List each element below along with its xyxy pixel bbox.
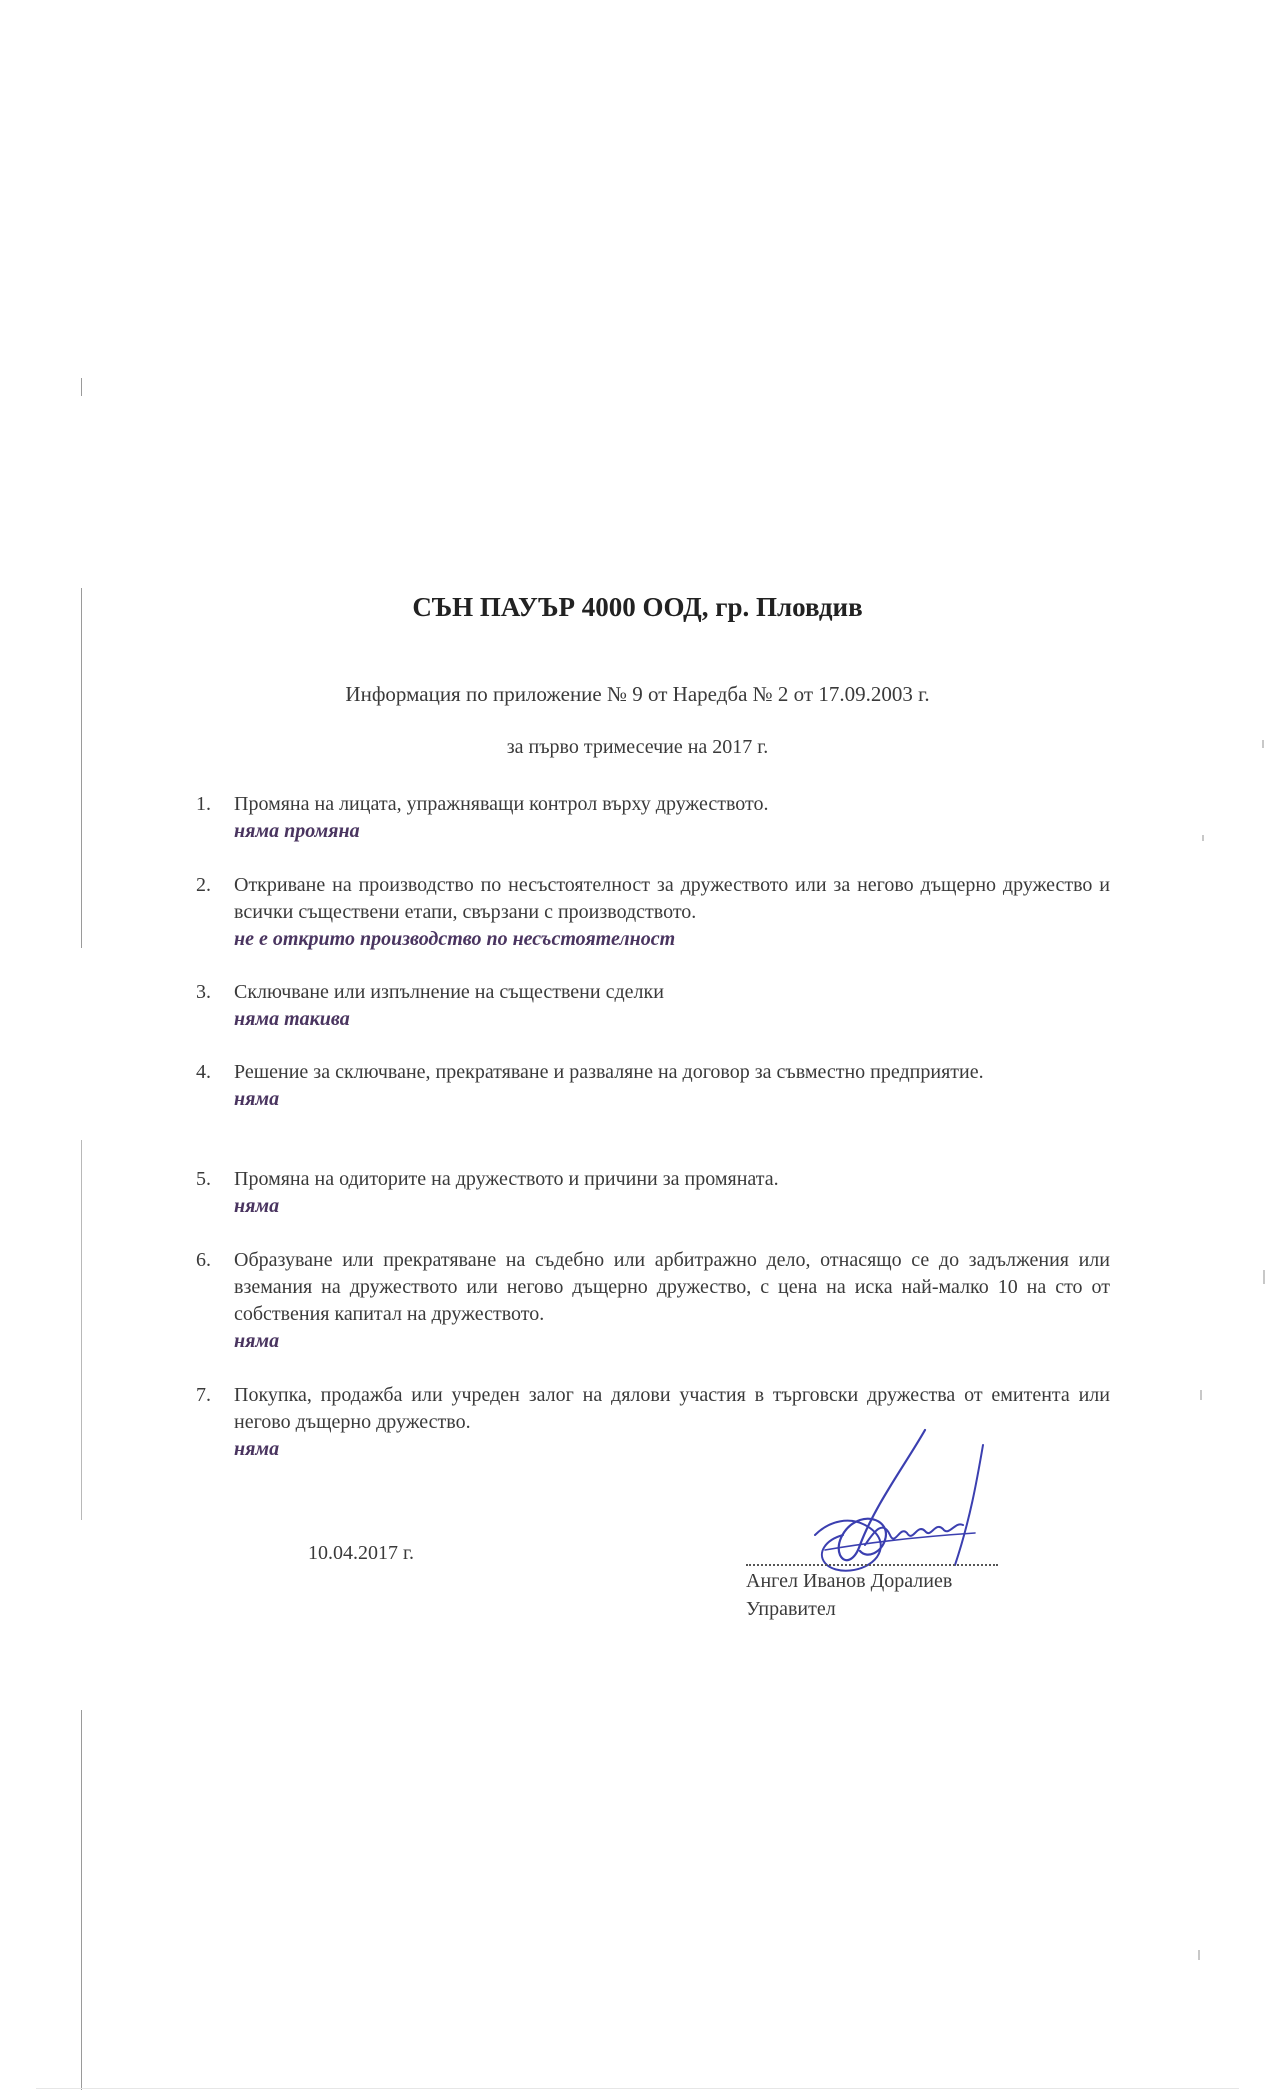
- item-text: Промяна на одиторите на дружеството и причини за промяната.: [234, 1168, 779, 1190]
- reporting-period: за първо тримесечие на 2017 г.: [506, 736, 769, 758]
- list-item: [196, 1059, 1110, 1113]
- item-text: Решение за сключване, прекратяване и разваляне на договор за съвместно предприятие.: [234, 1061, 984, 1083]
- scan-mark: [81, 588, 82, 948]
- item-text: Промяна на лицата, упражняващи контрол върху дружеството.: [234, 793, 769, 815]
- scan-mark: [81, 378, 82, 396]
- list-item: [196, 1166, 1110, 1220]
- scan-mark: [81, 1710, 82, 2090]
- item-number: 6.: [196, 1249, 211, 1271]
- scan-speck: [1200, 1390, 1202, 1400]
- list-item: [196, 872, 1110, 953]
- item-text: Сключване или изпълнение на съществени сделки: [234, 981, 664, 1003]
- item-answer: няма промяна: [234, 820, 360, 842]
- item-number: 7.: [196, 1384, 211, 1406]
- item-text: Образуване или прекратяване на съдебно или арбитражно дело, отнасящо се до задължения или вземания на дружеството или негово дъщерно дружество, с цена на иска най-малко 10 на сто от собствения капитал на дружеството.: [234, 1249, 1110, 1325]
- item-answer: няма: [234, 1195, 280, 1217]
- signer-title: Управител: [746, 1598, 836, 1620]
- list-item: [196, 1247, 1110, 1355]
- item-text: Откриване на производство по несъстоятелност за дружеството или за негово дъщерно дружество и всички съществени етапи, свързани с производството.: [234, 874, 1110, 923]
- list-item: [196, 979, 1110, 1033]
- item-answer: няма: [234, 1088, 280, 1110]
- item-number: 3.: [196, 981, 211, 1003]
- signer-name: Ангел Иванов Доралиев: [746, 1570, 953, 1592]
- signature-line: [746, 1546, 998, 1566]
- item-answer: няма: [234, 1330, 280, 1352]
- item-answer: няма: [234, 1438, 280, 1460]
- list-item: [196, 791, 1110, 845]
- scan-speck: [1198, 1950, 1200, 1960]
- scan-speck: [1263, 1270, 1265, 1284]
- scan-speck: [1202, 835, 1204, 841]
- item-answer: няма такива: [234, 1008, 350, 1030]
- item-number: 2.: [196, 874, 211, 896]
- scan-edge: [36, 2088, 1239, 2089]
- item-number: 4.: [196, 1061, 211, 1083]
- document-subtitle: Информация по приложение № 9 от Наредба № 2 от 17.09.2003 г.: [345, 682, 930, 706]
- scan-mark: [81, 1140, 82, 1520]
- document-date: 10.04.2017 г.: [308, 1542, 414, 1564]
- item-text: Покупка, продажба или учреден залог на дялови участия в търговски дружества от емитента или негово дъщерно дружество.: [234, 1384, 1110, 1433]
- item-number: 1.: [196, 793, 211, 815]
- item-number: 5.: [196, 1168, 211, 1190]
- company-title: СЪН ПАУЪР 4000 ООД, гр. Пловдив: [412, 592, 863, 622]
- item-answer: не е открито производство по несъстоятелност: [234, 928, 676, 950]
